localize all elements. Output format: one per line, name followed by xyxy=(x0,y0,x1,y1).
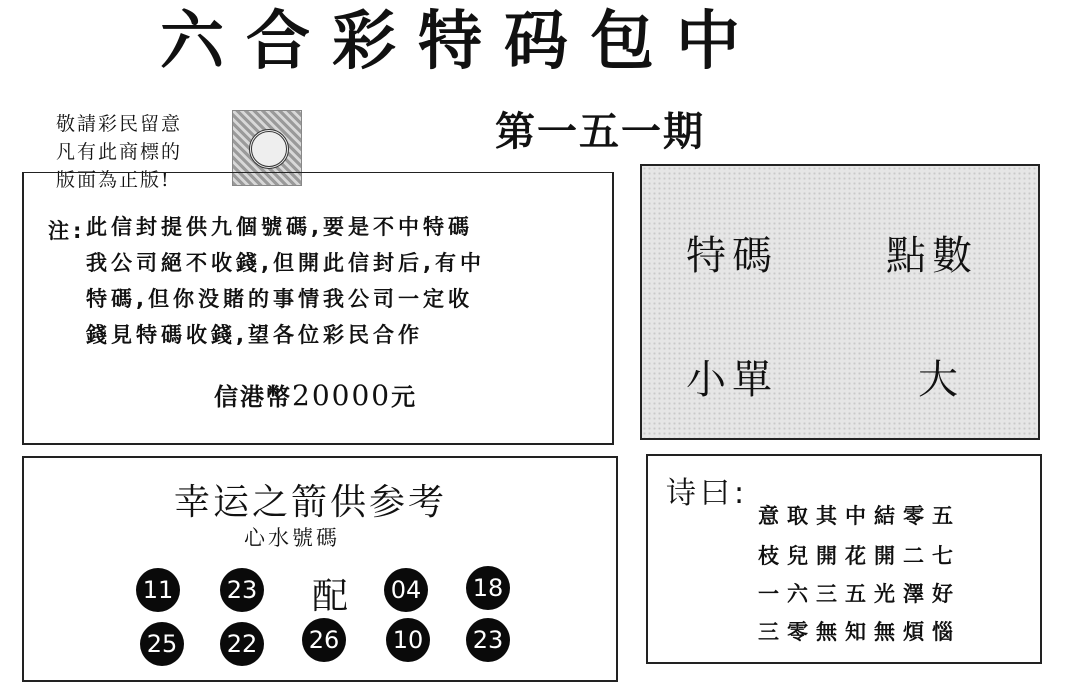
label-special-code: 特碼 xyxy=(686,233,778,279)
lucky-title: 幸运之箭供参考 xyxy=(174,482,448,523)
lucky-numbers-box xyxy=(22,456,618,682)
notice-line: 版面為正版! xyxy=(56,169,171,191)
issue-number: 第一五一期 xyxy=(495,109,705,155)
guarantee-box xyxy=(22,172,614,445)
label-points: 點數 xyxy=(886,233,978,279)
notice-line: 凡有此商標的 xyxy=(56,141,183,163)
number-ball: 04 xyxy=(384,568,428,612)
notice-line: 敬請彩民留意 xyxy=(56,113,183,135)
poem-box xyxy=(646,454,1042,664)
poem-line: 三零無知無煩惱 xyxy=(758,619,961,644)
number-ball: 11 xyxy=(136,568,180,612)
value-special-code: 小單 xyxy=(686,357,778,403)
number-ball: 22 xyxy=(220,622,264,666)
poem-line: 一六三五光澤好 xyxy=(758,581,961,606)
poem-line: 枝兒開花開二七 xyxy=(758,543,961,568)
number-ball: 25 xyxy=(140,622,184,666)
pair-word: 配 xyxy=(312,576,349,617)
poem-line: 意取其中結零五 xyxy=(758,503,961,528)
note-line: 我公司絕不收錢,但開此信封后,有中 xyxy=(86,251,485,275)
number-ball: 18 xyxy=(466,566,510,610)
number-ball: 26 xyxy=(302,618,346,662)
reward-number: 20000 xyxy=(292,379,392,412)
number-ball: 10 xyxy=(386,618,430,662)
page-title: 六合彩特码包中 xyxy=(160,5,762,79)
poem-heading: 诗曰: xyxy=(666,476,749,511)
note-line: 錢見特碼收錢,望各位彩民合作 xyxy=(86,323,423,347)
note-line: 特碼,但你没賭的事情我公司一定收 xyxy=(86,287,473,311)
note-prefix: 注: xyxy=(48,219,86,243)
reward-amount xyxy=(214,377,417,412)
note-line: 此信封提供九個號碼,要是不中特碼 xyxy=(86,215,473,239)
special-code-box xyxy=(640,164,1040,440)
reward-prefix: 信港幣 xyxy=(214,383,292,411)
value-points: 大 xyxy=(918,357,964,403)
number-ball: 23 xyxy=(466,618,510,662)
lucky-subtitle: 心水號碼 xyxy=(244,526,340,550)
reward-unit: 元 xyxy=(391,383,418,411)
number-ball: 23 xyxy=(220,568,264,612)
